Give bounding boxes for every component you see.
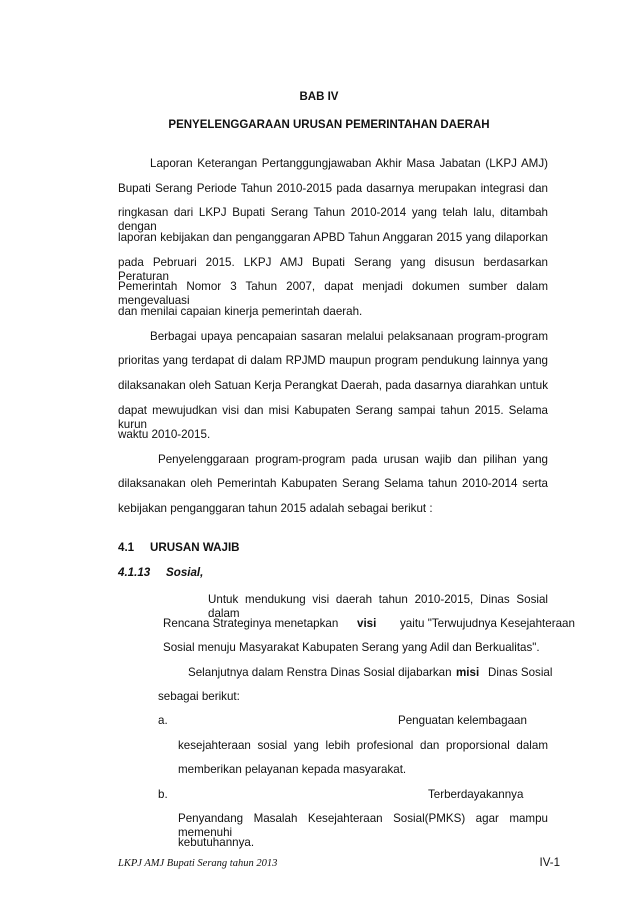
text-line: prioritas yang terdapat di dalam RPJMD maupun program pendukung lainnya yang	[118, 354, 548, 367]
text-line: pada Pebruari 2015. LKPJ AMJ Bupati Serang yang disusun berdasarkan Peraturan	[118, 256, 548, 283]
text-line: ringkasan dari LKPJ Bupati Serang Tahun 2010-2014 yang telah lalu, ditambah dengan	[118, 206, 548, 233]
section-title: URUSAN WAJIB	[150, 541, 240, 554]
subsection-number: 4.1.13	[118, 566, 151, 579]
text-line: dan menilai capaian kinerja pemerintah daerah.	[118, 305, 363, 318]
text-line: Penguatan kelembagaan	[398, 714, 527, 727]
page-number: IV-1	[539, 857, 560, 869]
text-line: Selanjutnya dalam Renstra Dinas Sosial dijabarkan	[188, 666, 452, 679]
visi-keyword: visi	[357, 617, 377, 630]
page-title: PENYELENGGARAAN URUSAN PEMERINTAHAN DAERAH	[168, 119, 490, 131]
text-line: dilaksanakan oleh Satuan Kerja Perangkat Daerah, pada dasarnya diarahkan untuk	[118, 379, 548, 392]
text-line: Untuk mendukung visi daerah tahun 2010-2015, Dinas Sosial dalam	[208, 593, 548, 620]
footer-document-title: LKPJ AMJ Bupati Serang tahun 2013	[118, 858, 278, 869]
misi-keyword: misi	[456, 666, 480, 679]
text-line: dilaksanakan oleh Pemerintah Kabupaten Serang Selama tahun 2010-2014 serta	[118, 477, 548, 490]
text-line: Rencana Strateginya menetapkan	[163, 617, 339, 630]
text-line: kebutuhannya.	[178, 836, 255, 849]
text-line: Berbagai upaya pencapaian sasaran melalui pelaksanaan program-program	[150, 330, 548, 343]
list-marker: b.	[158, 788, 168, 801]
chapter-label: BAB IV	[299, 91, 339, 103]
text-line: Pemerintah Nomor 3 Tahun 2007, dapat menjadi dokumen sumber dalam mengevaluasi	[118, 280, 548, 307]
text-line: waktu 2010-2015.	[118, 428, 211, 441]
text-line: Penyelenggaraan program-program pada urusan wajib dan pilihan yang	[158, 453, 548, 466]
text-line: Terberdayakannya	[428, 788, 524, 801]
text-line: kesejahteraan sosial yang lebih profesional dan proporsional dalam	[178, 739, 548, 752]
list-marker: a.	[158, 714, 168, 727]
text-line: dapat mewujudkan visi dan misi Kabupaten Serang sampai tahun 2015. Selama kurun	[118, 404, 548, 431]
text-line: Bupati Serang Periode Tahun 2010-2015 pada dasarnya merupakan integrasi dan	[118, 182, 548, 195]
text-line: laporan kebijakan dan penganggaran APBD Tahun Anggaran 2015 yang dilaporkan	[118, 231, 548, 244]
text-line: sebagai berikut:	[158, 690, 240, 703]
section-number: 4.1	[118, 541, 135, 554]
text-line: Sosial menuju Masyarakat Kabupaten Serang yang Adil dan Berkualitas".	[163, 641, 540, 654]
text-line: Penyandang Masalah Kesejahteraan Sosial(PMKS) agar mampu memenuhi	[178, 812, 548, 839]
text-line: Laporan Keterangan Pertanggungjawaban Akhir Masa Jabatan (LKPJ AMJ)	[150, 157, 548, 170]
subsection-title: Sosial,	[166, 566, 204, 579]
text-line: yaitu "Terwujudnya Kesejahteraan	[400, 617, 575, 630]
text-line: kebijakan penganggaran tahun 2015 adalah sebagai berikut :	[118, 502, 433, 515]
text-line: memberikan pelayanan kepada masyarakat.	[178, 763, 407, 776]
text-line: Dinas Sosial	[488, 666, 553, 679]
